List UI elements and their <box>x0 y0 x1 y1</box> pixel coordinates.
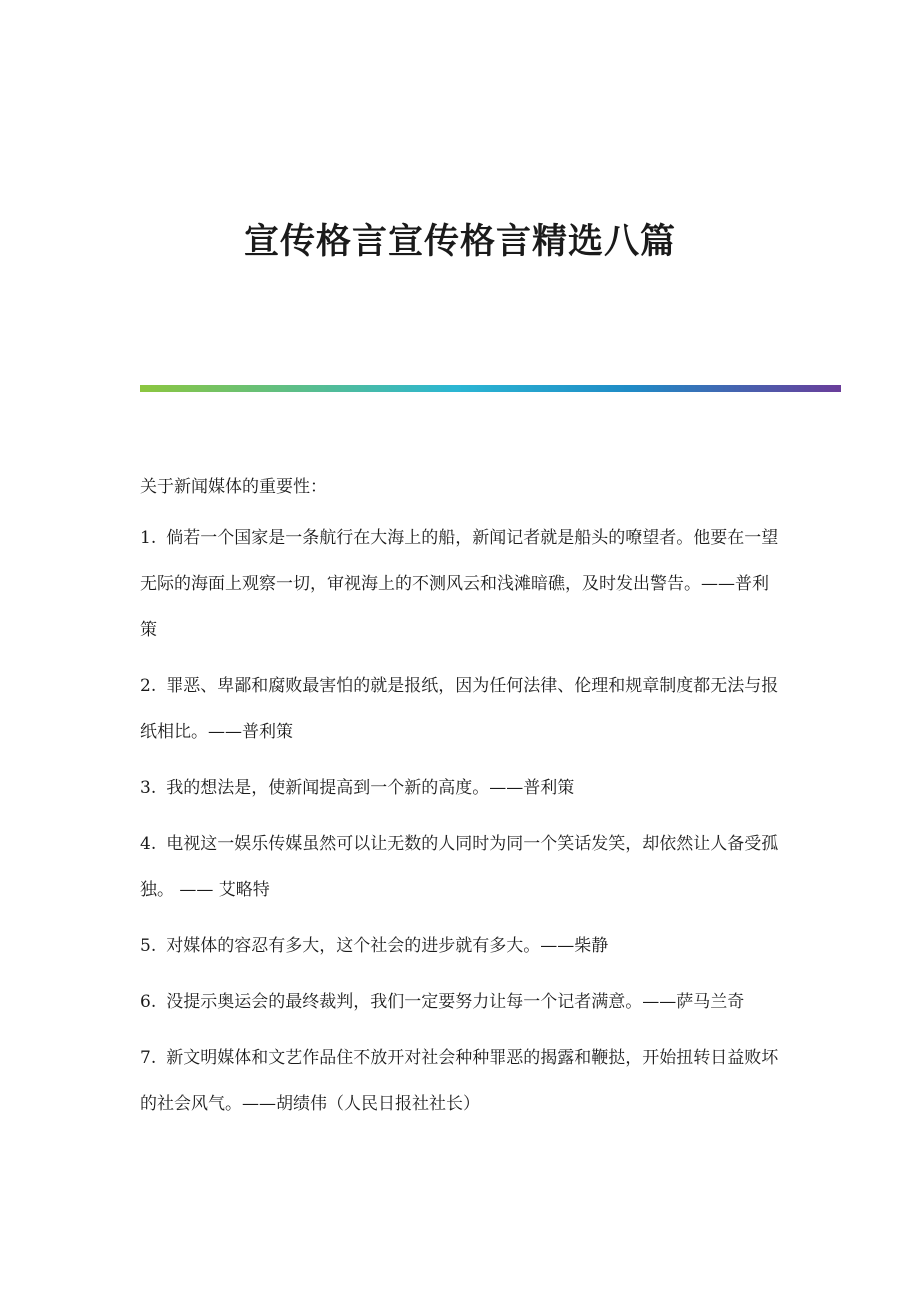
quote-item-5 <box>140 923 785 969</box>
quote-text: 对媒体的容忍有多大，这个社会的进步就有多大。——柴静 <box>166 936 609 956</box>
quote-text: 罪恶、卑鄙和腐败最害怕的就是报纸，因为任何法律、伦理和规章制度都无法与报纸相比。——普利策 <box>140 676 779 742</box>
document-title: 宣传格言宣传格言精选八篇 <box>243 221 676 262</box>
quote-number: 2. <box>140 676 157 696</box>
document-body <box>140 464 785 1137</box>
quote-item-1 <box>140 515 785 653</box>
quote-number: 1. <box>140 528 157 548</box>
quote-item-3 <box>140 765 785 811</box>
quote-text: 新文明媒体和文艺作品住不放开对社会种种罪恶的揭露和鞭挞，开始扭转日益败坏的社会风气。——胡绩伟（人民日报社社长） <box>140 1048 779 1114</box>
quote-item-6 <box>140 979 785 1025</box>
quote-number: 3. <box>140 778 157 798</box>
quote-number: 4. <box>140 834 157 854</box>
gradient-divider <box>140 385 841 392</box>
quote-item-4 <box>140 821 785 913</box>
quote-text: 倘若一个国家是一条航行在大海上的船，新闻记者就是船头的嘹望者。他要在一望无际的海面上观察一切，审视海上的不测风云和浅滩暗礁，及时发出警告。——普利策 <box>140 528 779 640</box>
quote-item-2 <box>140 663 785 755</box>
quote-item-7 <box>140 1035 785 1127</box>
quote-text: 没提示奥运会的最终裁判，我们一定要努力让每一个记者满意。——萨马兰奇 <box>166 992 745 1012</box>
quote-text: 电视这一娱乐传媒虽然可以让无数的人同时为同一个笑话发笑，却依然让人备受孤独。 —— 艾略特 <box>140 834 779 900</box>
intro-line: 关于新闻媒体的重要性： <box>140 477 327 497</box>
quote-text: 我的想法是，使新闻提高到一个新的高度。——普利策 <box>166 778 575 798</box>
quote-number: 5. <box>140 936 157 956</box>
quote-number: 7. <box>140 1048 157 1068</box>
quote-number: 6. <box>140 992 157 1012</box>
